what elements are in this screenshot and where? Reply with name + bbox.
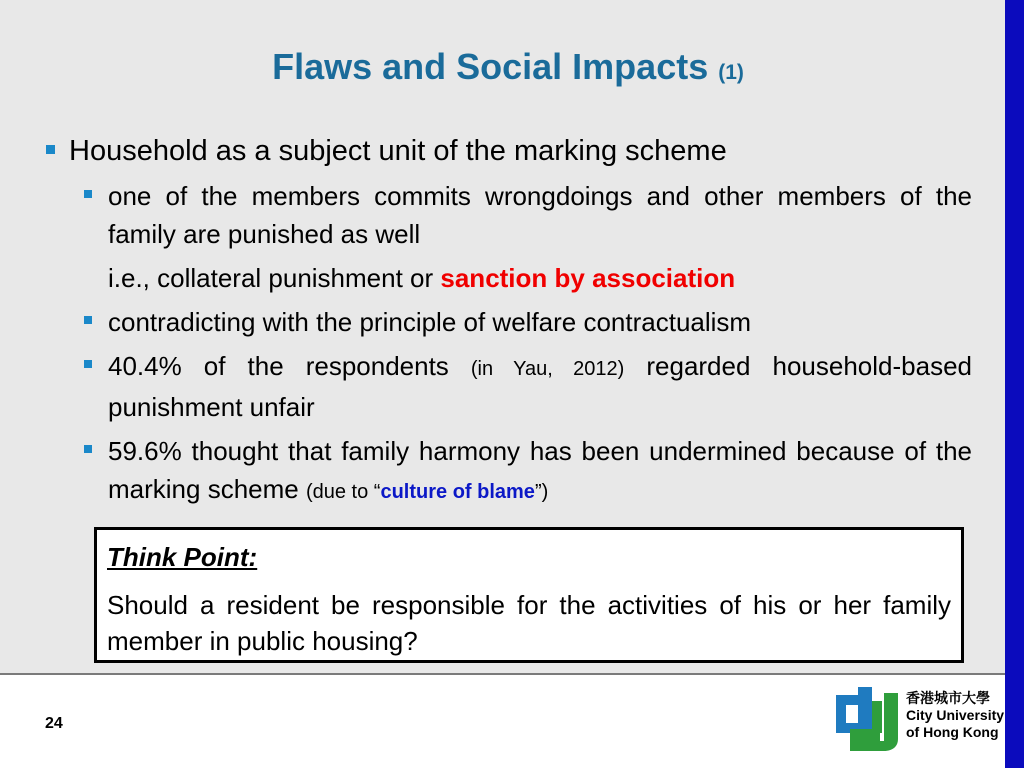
sub-bullet-2-text: contradicting with the principle of welfare contractualism [108, 307, 752, 337]
bullet-square-icon [84, 190, 92, 198]
cityu-logo-text [906, 690, 1004, 741]
ie-prefix: i.e., collateral punishment or [108, 263, 441, 293]
sub-bullet-4-paren-open: (due to “ [305, 481, 381, 503]
sub-bullet-4-highlight: culture of blame [380, 481, 535, 503]
sub-bullet-2 [84, 303, 972, 341]
sub-bullet-1-text: one of the members commits wrongdoings and other members of the family are punished as well [108, 181, 972, 249]
bullet-main [46, 133, 972, 169]
bullet-square-icon [46, 145, 55, 154]
logo-chinese-name: 香港城市大學 [906, 690, 990, 706]
think-point-title: Think Point: [107, 542, 258, 572]
bullet-square-icon [84, 360, 92, 368]
sub-bullet-1 [84, 177, 972, 253]
ie-highlight: sanction by association [440, 263, 736, 293]
bullet-square-icon [84, 445, 92, 453]
bullet-square-icon [84, 316, 92, 324]
sub-bullet-3 [84, 347, 972, 426]
think-point-question: Should a resident be responsible for the activities of his or her family member in public housing? [107, 590, 951, 656]
slide-title [0, 46, 1016, 88]
sub-bullet-4 [84, 432, 972, 511]
sub-bullet-3-a: 40.4% of the respondents [108, 351, 471, 381]
sub-bullet-3-b: regarded household-based punishment unfair [108, 351, 972, 422]
slide-content [46, 133, 972, 517]
logo-english-line-2: of Hong Kong [906, 724, 999, 740]
sub-bullet-3-citation: (in Yau, 2012) [470, 358, 625, 380]
bullet-main-text: Household as a subject unit of the marking scheme [69, 135, 727, 167]
footer-divider [0, 673, 1005, 675]
ie-line [108, 259, 972, 297]
logo-english-line-1: City University [906, 707, 1005, 723]
sub-bullet-4-paren-close: ”) [534, 481, 549, 503]
cityu-logo-mark [836, 687, 898, 751]
slide-title-text: Flaws and Social Impacts [272, 46, 709, 87]
side-accent-bar [1005, 0, 1024, 768]
think-point-box [94, 527, 964, 663]
sub-bullet-4-a: 59.6% thought that family harmony has been undermined because of the marking scheme [108, 436, 972, 504]
slide-title-suffix: (1) [718, 61, 744, 84]
page-number: 24 [45, 715, 63, 732]
